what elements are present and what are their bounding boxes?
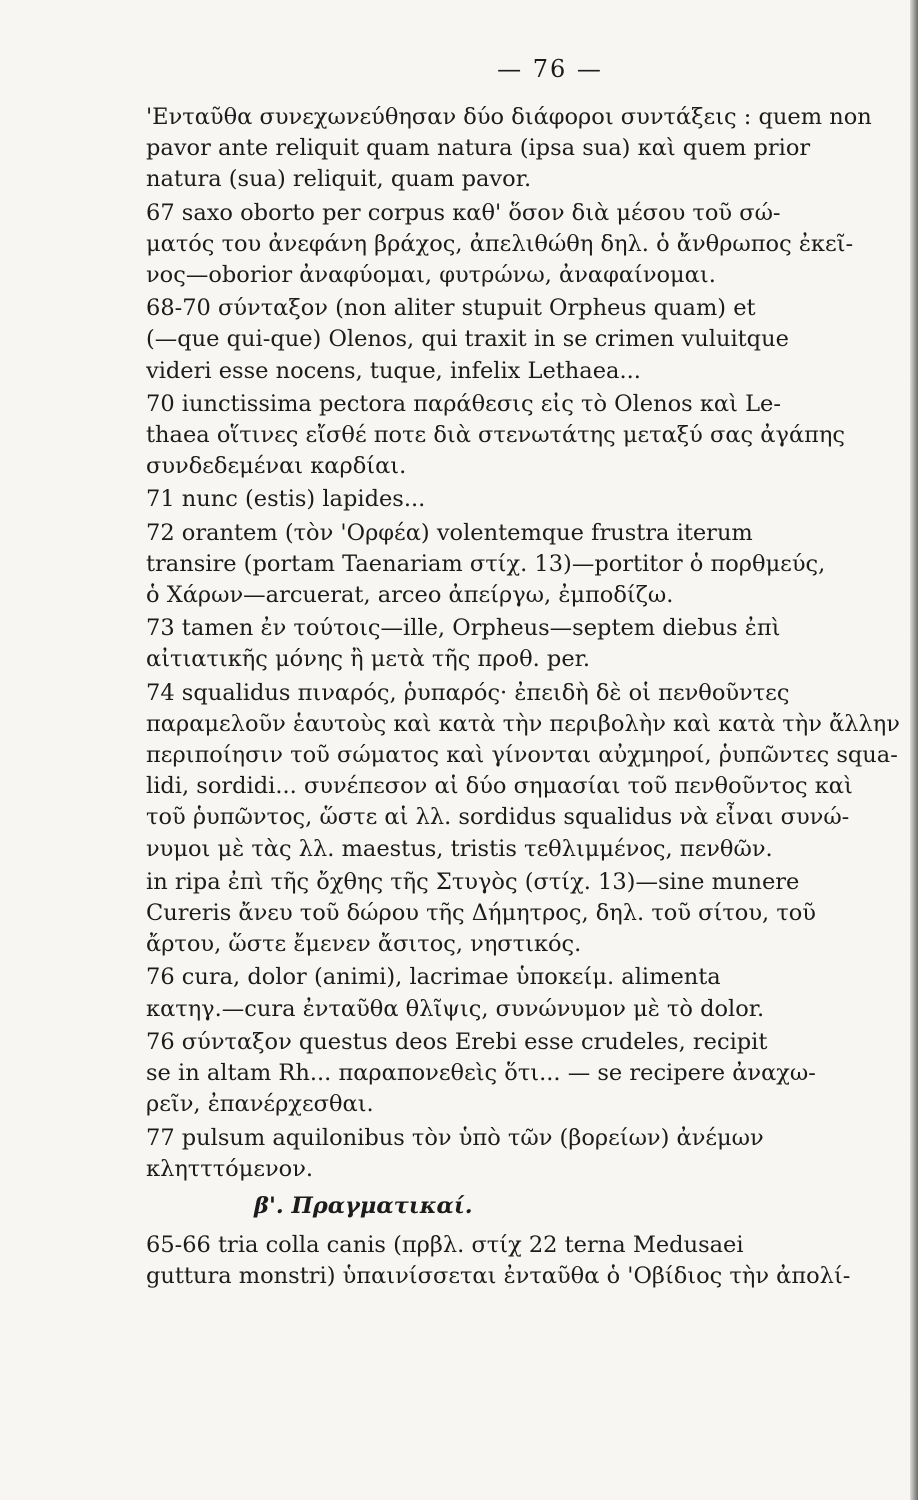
text-line: 68-70 σύνταξον (non aliter stupuit Orpheus quam) et xyxy=(146,295,756,322)
text-line: ρεῖν, ἐπανέρχεσθαι. xyxy=(146,1091,374,1118)
commentary-paragraph xyxy=(146,102,906,196)
commentary-paragraph xyxy=(146,389,906,483)
text-line: νος—oborior ἀναφύομαι, φυτρώνω, ἀναφαίνομαι. xyxy=(146,262,716,289)
text-line: 72 orantem (τὸν 'Ορφέα) volentemque frustra iterum xyxy=(146,519,753,546)
commentary-paragraph xyxy=(146,293,906,387)
text-line: αἰτιατικῆς μόνης ἢ μετὰ τῆς προθ. per. xyxy=(146,646,591,673)
text-line: 76 cura, dolor (animi), lacrimae ὑποκείμ. alimenta xyxy=(146,964,721,991)
text-line: 70 iunctissima pectora παράθεσις εἰς τὸ Olenos καὶ Le- xyxy=(146,390,781,417)
commentary-paragraph xyxy=(146,1027,906,1121)
commentary-paragraph xyxy=(146,613,906,675)
text-line: 76 σύνταξον questus deos Erebi esse crudeles, recipit xyxy=(146,1028,768,1055)
text-line: τοῦ ῥυπῶντος, ὥστε αἱ λλ. sordidus squalidus νὰ εἶναι συνώ- xyxy=(146,804,850,831)
text-line: 71 nunc (estis) lapides... xyxy=(146,486,426,513)
text-line: 77 pulsum aquilonibus τὸν ὑπὸ τῶν (βορείων) ἀνέμων xyxy=(146,1124,764,1151)
text-line: se in altam Rh... παραπονεθεὶς ὅτι... — se recipere ἀναχω- xyxy=(146,1060,816,1087)
commentary-paragraph xyxy=(146,198,906,292)
text-line: thaea οἵτινες εἴσθέ ποτε διὰ στενωτάτης μεταξύ σας ἀγάπης xyxy=(146,422,846,449)
commentary-paragraph xyxy=(146,867,906,961)
commentary-paragraph xyxy=(146,484,906,515)
section-heading: β'. Πραγματικαί. xyxy=(254,1192,473,1219)
page-edge xyxy=(910,0,918,1500)
text-line: in ripa ἐπὶ τῆς ὄχθης τῆς Στυγὸς (στίχ. 13)—sine munere xyxy=(146,868,800,895)
text-line: 73 tamen ἐν τούτοις—ille, Orpheus—septem diebus ἐπὶ xyxy=(146,615,781,642)
text-line: 74 squalidus πιναρός, ῥυπαρός· ἐπειδὴ δὲ οἱ πενθοῦντες xyxy=(146,679,790,706)
text-line: 67 saxo oborto per corpus καθ' ὅσον διὰ μέσου τοῦ σώ- xyxy=(146,199,781,226)
page-number: — 76 — xyxy=(497,55,603,83)
text-line: ὁ Χάρων—arcuerat, arceo ἀπείργω, ἐμποδίζω. xyxy=(146,582,674,609)
text-line: lidi, sordidi... συνέπεσον αἱ δύο σημασίαι τοῦ πενθοῦντος καὶ xyxy=(146,773,853,800)
text-line: κλητττόμενον. xyxy=(146,1155,314,1182)
text-line: pavor ante reliquit quam natura (ipsa sua) καὶ quem prior xyxy=(146,135,811,162)
text-line: 'Ενταῦθα συνεχωνεύθησαν δύο διάφοροι συντάξεις : quem non xyxy=(146,104,872,130)
commentary-paragraph xyxy=(146,1123,906,1185)
text-line: natura (sua) reliquit, quam pavor. xyxy=(146,166,532,193)
commentary-text xyxy=(146,102,906,1295)
text-line: περιποίησιν τοῦ σώματος καὶ γίνονται αὐχμηροί, ῥυπῶντες squa- xyxy=(146,742,898,769)
commentary-paragraph xyxy=(146,1230,906,1292)
text-line: κατηγ.—cura ἐνταῦθα θλῖψις, συνώνυμον μὲ τὸ dolor. xyxy=(146,995,765,1022)
text-line: guttura monstri) ὑπαινίσσεται ἐνταῦθα ὁ 'Οβίδιος τὴν ἀπολί- xyxy=(146,1263,851,1290)
text-line: 65-66 tria colla canis (πρβλ. στίχ 22 terna Medusaei xyxy=(146,1232,744,1259)
text-line: νυμοι μὲ τὰς λλ. maestus, tristis τεθλιμμένος, πενθῶν. xyxy=(146,835,773,862)
text-line: transire (portam Taenariam στίχ. 13)—portitor ὁ πορθμεύς, xyxy=(146,550,826,577)
text-line: Cureris ἄνευ τοῦ δώρου τῆς Δήμητρος, δηλ. τοῦ σίτου, τοῦ xyxy=(146,900,816,927)
text-line: videri esse nocens, tuque, infelix Lethaea... xyxy=(146,357,641,384)
text-line: ματός του ἀνεφάνη βράχος, ἀπελιθώθη δηλ. ὁ ἄνθρωπος ἐκεῖ- xyxy=(146,230,854,257)
commentary-paragraph xyxy=(146,962,906,1024)
commentary-paragraph xyxy=(146,678,906,865)
text-line: παραμελοῦν ἑαυτοὺς καὶ κατὰ τὴν περιβολὴν καὶ κατὰ τὴν ἄλλην xyxy=(146,710,900,737)
text-line: (—que qui-que) Olenos, qui traxit in se crimen vuluitque xyxy=(146,326,789,353)
text-line: ἄρτου, ὥστε ἔμενεν ἄσιτος, νηστικός. xyxy=(146,931,582,958)
commentary-paragraph xyxy=(146,518,906,612)
text-line: συνδεδεμέναι καρδίαι. xyxy=(146,453,407,480)
